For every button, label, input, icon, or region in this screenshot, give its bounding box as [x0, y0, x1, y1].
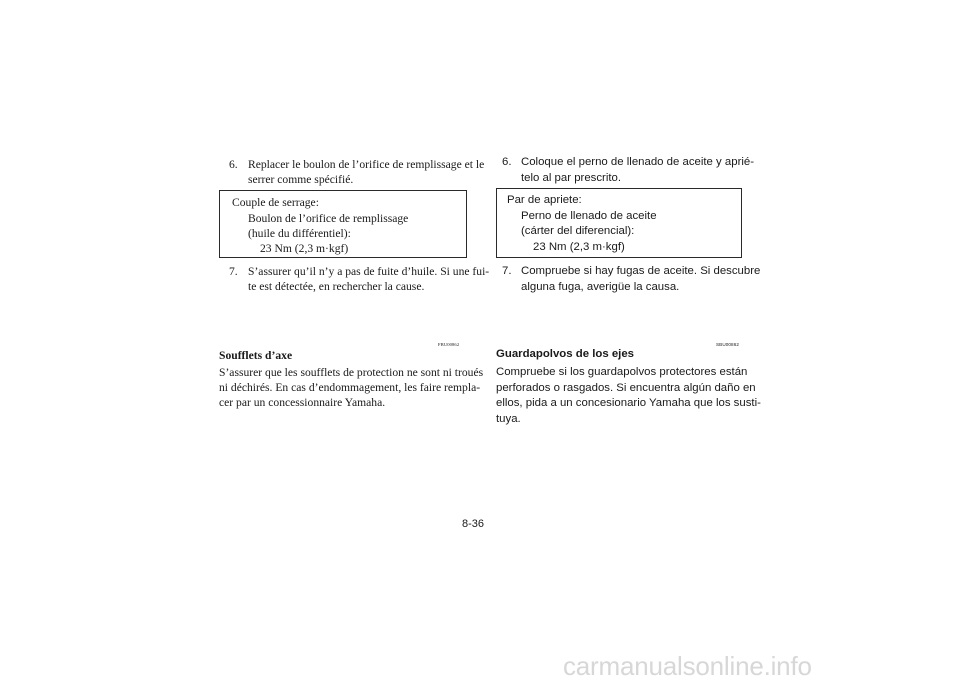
fr-step-6	[229, 157, 485, 189]
es-para-line-1: Compruebe si los guardapolvos protectores están	[496, 366, 748, 378]
fr-step-7-line-1: S’assurer qu’il n’y a pas de fuite d’huile. Si une fui-	[248, 265, 490, 278]
fr-para-line-1: S’assurer que les soufflets de protection ne sont ni troués	[219, 366, 484, 379]
es-torque-value: 23 Nm (2,3 m·kgf)	[533, 241, 625, 253]
es-section-heading: Guardapolvos de los ejes	[496, 348, 635, 360]
es-torque-part-line-2: (cárter del diferencial):	[521, 225, 635, 237]
fr-torque-part-line-2: (huile du différentiel):	[248, 227, 351, 240]
es-torque-label: Par de apriete:	[507, 194, 582, 206]
watermark: carmanualsonline.info	[563, 651, 812, 681]
fr-step-6-text	[248, 157, 485, 187]
page-number: 8-36	[462, 518, 485, 530]
fr-step-7-number: 7.	[229, 265, 238, 278]
fr-step-7-line-2: te est détectée, en rechercher la cause.	[248, 280, 425, 293]
es-torque-part-line-1: Perno de llenado de aceite	[521, 210, 657, 222]
fr-torque-spec-box	[219, 190, 467, 258]
fr-section-code: FBU00862	[438, 342, 460, 347]
es-step-6-text	[521, 155, 755, 186]
fr-section-heading: Soufflets d’axe	[219, 349, 293, 362]
es-step-6	[502, 155, 755, 187]
es-step-7	[502, 264, 761, 296]
es-step-7-line-2: alguna fuga, averigüe la causa.	[521, 280, 680, 293]
es-step-7-line-1: Compruebe si hay fugas de aceite. Si descubre	[521, 265, 761, 277]
fr-torque-label: Couple de serrage:	[232, 196, 319, 209]
fr-para-line-3: cer par un concessionnaire Yamaha.	[219, 396, 386, 409]
es-step-7-text	[521, 264, 761, 295]
es-section-code: SBU00862	[716, 342, 740, 347]
fr-torque-part-line-1: Boulon de l’orifice de remplissage	[248, 212, 409, 225]
es-para-line-2: perforados o rasgados. Si encuentra algún daño en	[496, 381, 756, 394]
es-step-6-line-2: telo al par prescrito.	[521, 171, 622, 184]
fr-torque-value: 23 Nm (2,3 m·kgf)	[260, 242, 349, 255]
fr-step-6-line-2: serrer comme spécifié.	[248, 173, 354, 186]
fr-step-7	[229, 264, 490, 296]
es-para-line-3: ellos, pida a un concesionario Yamaha que los susti-	[496, 397, 761, 409]
fr-para-line-2: ni déchirés. En cas d’endommagement, les faire rempla-	[219, 381, 481, 394]
fr-section-paragraph	[219, 365, 484, 410]
fr-step-6-line-1: Replacer le boulon de l’orifice de remplissage et le	[248, 158, 485, 171]
es-step-6-line-1: Coloque el perno de llenado de aceite y aprié-	[521, 156, 755, 168]
es-section-paragraph	[496, 365, 761, 427]
fr-step-7-text	[248, 264, 490, 294]
es-para-line-4: tuya.	[496, 412, 521, 425]
fr-step-6-number: 6.	[229, 158, 238, 171]
es-step-6-number: 6.	[502, 156, 512, 168]
es-torque-spec-box	[496, 188, 742, 258]
es-step-7-number: 7.	[502, 265, 512, 277]
